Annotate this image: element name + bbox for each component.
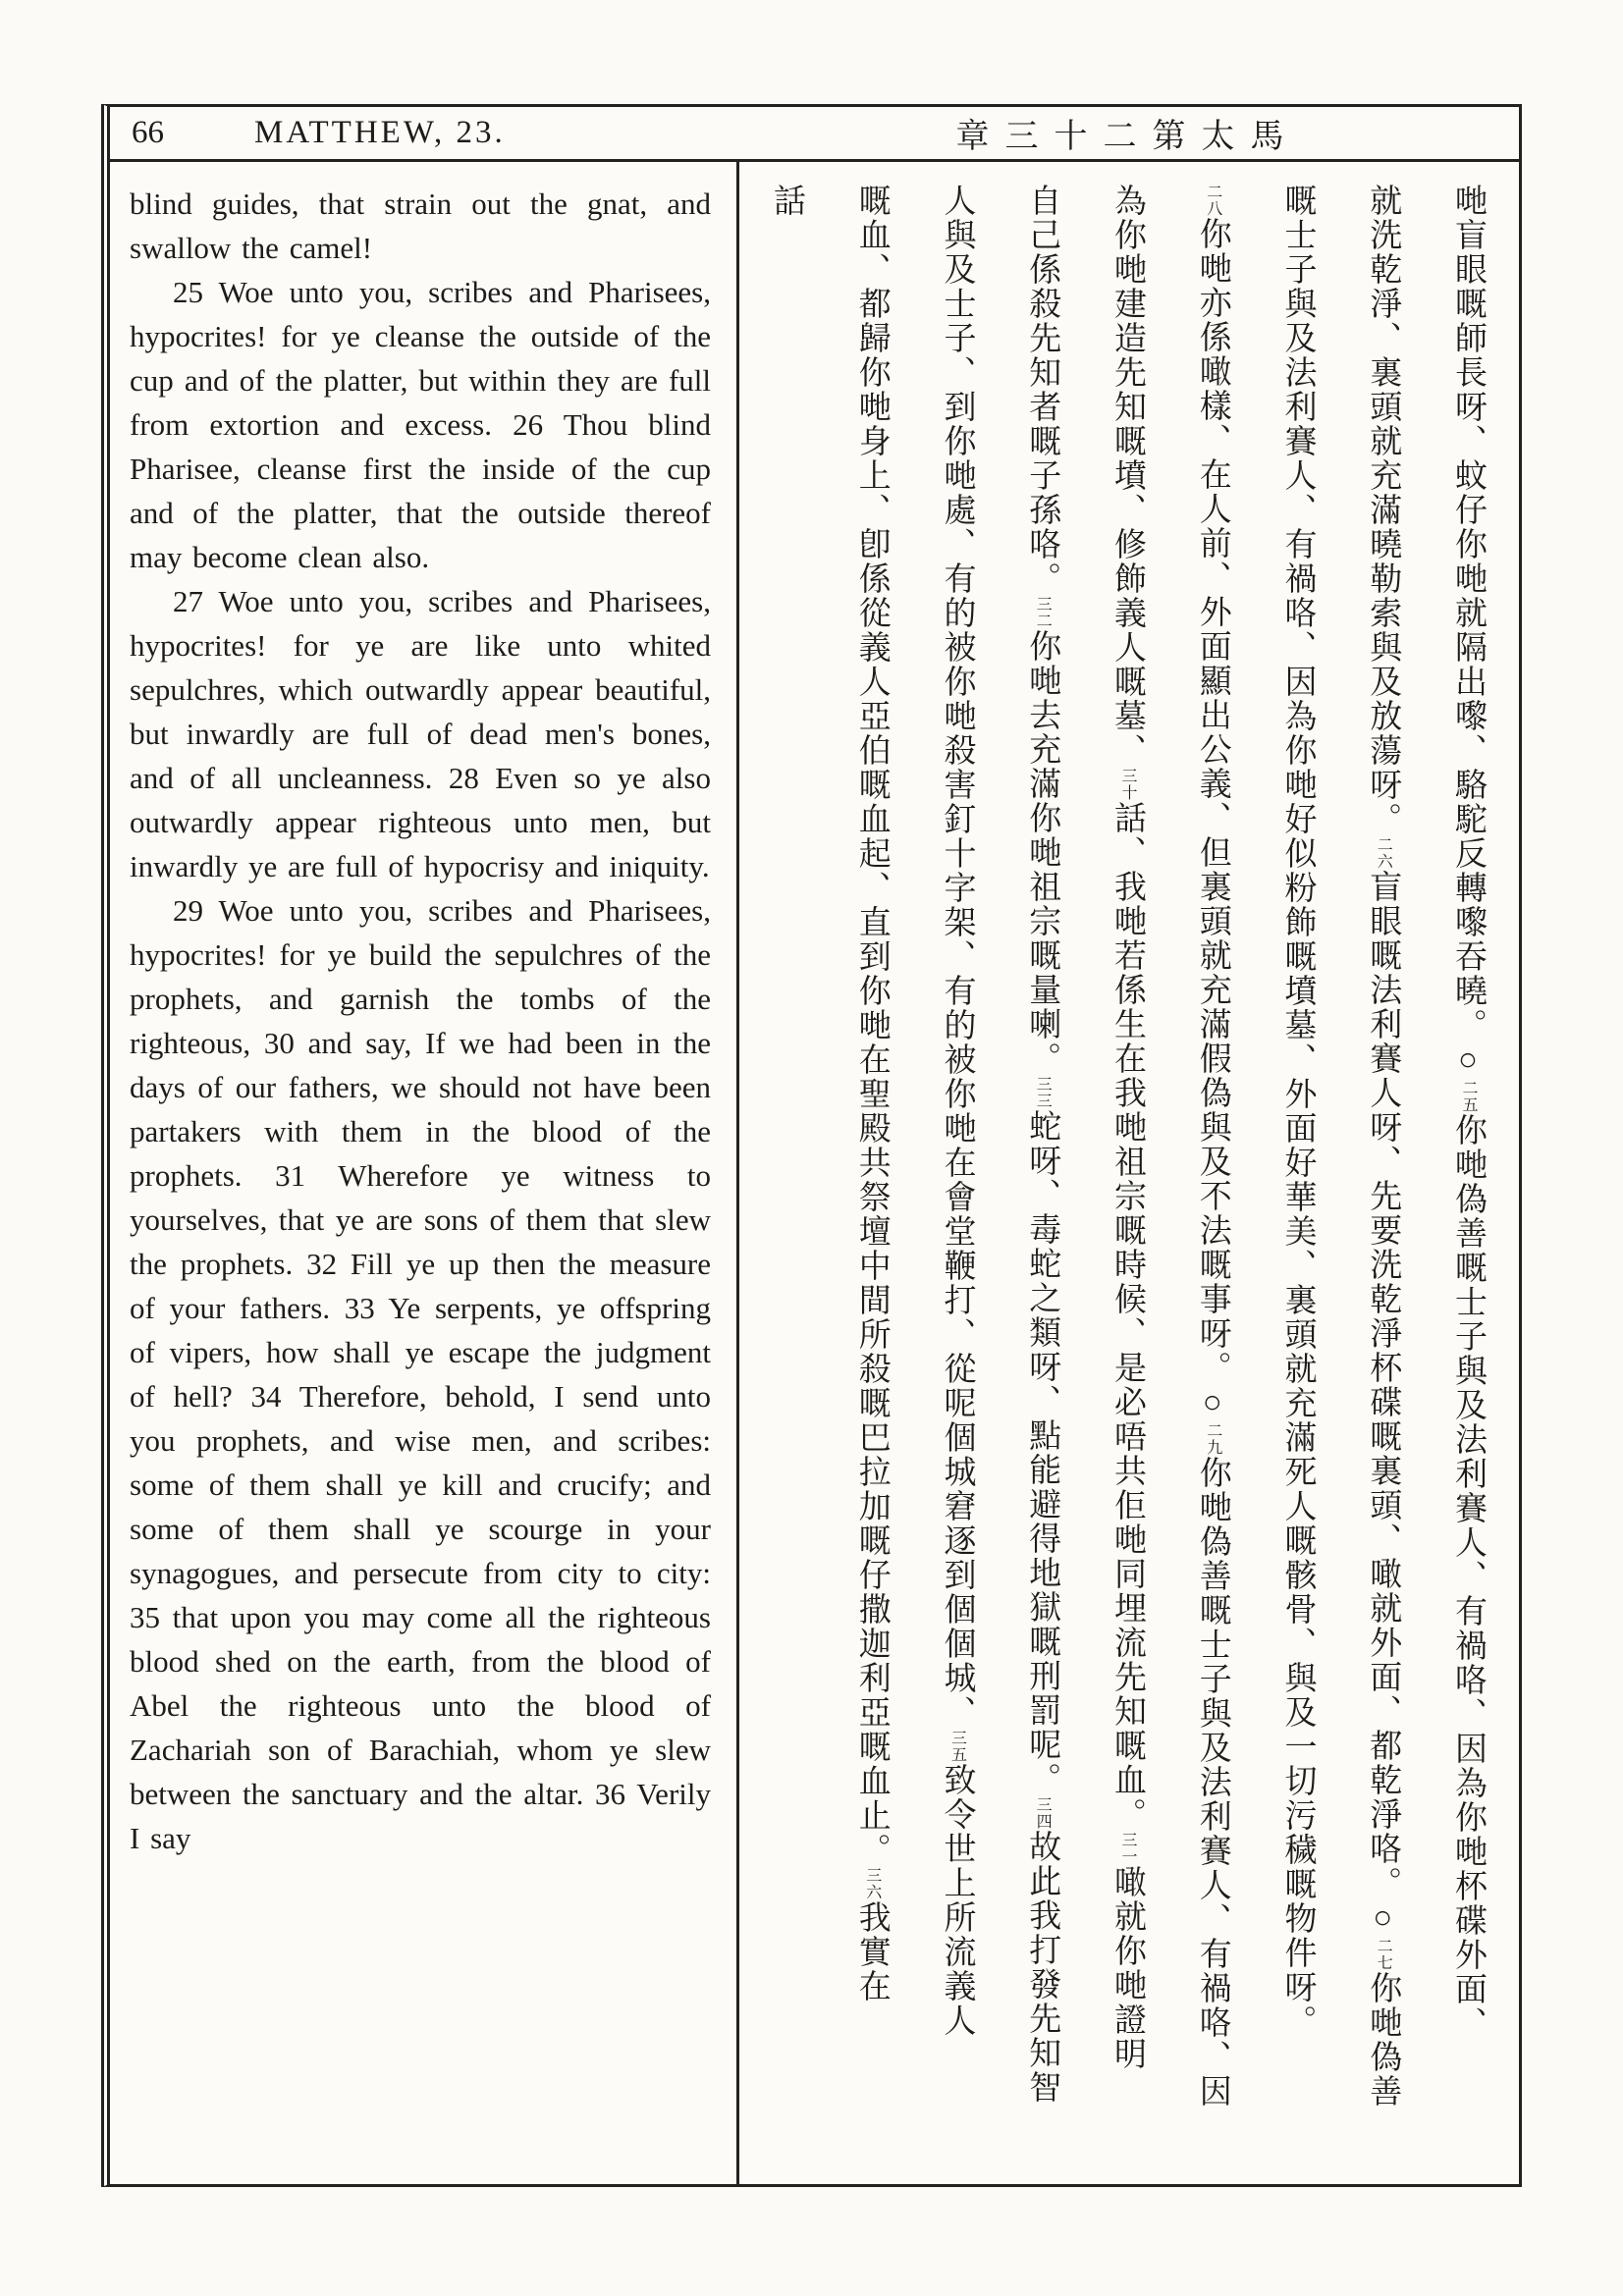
chinese-text-run: 嘅血、都歸你哋身上、卽係從義人 [853,184,890,699]
chinese-column [1020,184,1063,2176]
proper-name-run: 亞伯 [853,699,890,768]
chinese-text-run: 蛇呀、毒蛇之類呀、點能避得地獄嘅刑罰呢。 [1024,1109,1060,1796]
chinese-text-run: 你哋偽善嘅士子與及法利賽人、有禍咯、因 [1194,1456,1230,2109]
english-paragraph: blind guides, that strain out the gnat, and swallow the camel! [130,187,711,265]
chinese-text-run: 嘅血起、直到你哋在聖殿共祭壇中間所殺嘅 [853,768,890,1420]
header-left [110,115,736,151]
verse-number-marker: 三十 [1119,768,1136,801]
chinese-text-columns [739,162,1519,2184]
chinese-text-run: 為你哋建造先知嘅墳、修飾義人嘅墓、 [1109,184,1145,768]
running-title-chinese: 章三十二第太馬 [955,119,1300,155]
page-number: 66 [132,115,164,150]
chinese-text-run: 故此我打發先知智 [1024,1830,1060,2105]
chinese-column [1106,184,1149,2176]
verse-number-marker: 三六 [863,1867,881,1900]
chinese-text-run: 你哋偽善嘅士子與及法利賽人、有禍咯、因為你哋杯碟外面、 [1450,1113,1486,2041]
verse-number-marker: 三三 [1034,1076,1052,1109]
chinese-text-run: 嘅士子與及法利賽人、有禍咯、因為你哋好似粉飾嘅墳墓、外面好華美、裏頭就充滿死人嘅骸骨、與及一切污穢嘅物件呀。 [1279,184,1316,2039]
verse-number-marker: 三一 [1119,1832,1136,1865]
chinese-text-run: 致令世上所流義人 [939,1763,975,2038]
page-border [101,104,1522,2187]
header-right [736,109,1519,157]
chinese-text-run: 嘅仔 [853,1523,890,1592]
proper-name-run: 撒迦利亞 [853,1592,890,1730]
chinese-text-run: 你哋亦係噉樣、在人前、外面顯出公義、但裏頭就充滿假偽與及不法嘅事呀。○ [1194,217,1230,1422]
chinese-column [850,184,893,2176]
page-header [110,107,1519,162]
chinese-text-run: 話、我哋若係生在我哋祖宗嘅時候、是必唔共佢哋同埋流先知嘅血。 [1109,801,1145,1832]
chinese-column [936,184,979,2176]
verse-number-marker: 二八 [1204,184,1221,217]
chinese-text-run: 噉就你哋證明 [1109,1865,1145,2071]
verse-number-marker: 二七 [1375,1938,1392,1971]
chinese-text-run: 盲眼嘅法利賽人呀、先要洗乾淨杯碟嘅裏頭、噉就外面、都乾淨咯。○ [1365,870,1401,1938]
english-paragraph: 29 Woe unto you, scribes and Pharisees, hypocrites! for ye build the sepulchres of the prophets, and garnish the tombs of the righteous, 30 and say, If we had been in the days of our fathers, we should not have been partakers with them in the blood of the prophets. 31 Wherefore ye witness to yourselves, that ye are sons of them that slew the prophets. 32 Fill ye up then the measure of your fathers. 33 Ye serpents, ye offspring of vipers, how shall ye escape the judgment of hell? 34 Therefore, behold, I send unto you prophets, and wise men, and scribes: some of them shall ye kill and crucify; and some of them shall ye scourge in your synagogues, and persecute from city to city: 35 that upon you may come all the righteous blood shed on the earth, from the blood of Abel the righteous unto the blood of Zachariah son of Barachiah, whom ye slew between the sanctuary and the altar. 36 Verily I say [130,893,711,1855]
chinese-column [1361,184,1404,2176]
verse-number-marker: 二六 [1375,836,1392,870]
running-title-english: MATTHEW, 23. [254,115,506,150]
chinese-text-run: 嘅血止。 [853,1730,890,1867]
chinese-column [765,184,808,2176]
chinese-text-run: 我實在 [853,1900,890,2003]
verse-number-marker: 三五 [948,1730,966,1763]
english-text-column [110,162,736,2184]
chinese-text-run: 話 [769,184,804,218]
english-paragraph: 27 Woe unto you, scribes and Pharisees, hypocrites! for ye are like unto whited sepulchres, which outwardly appear beautiful, but inwardly are full of dead men's bones, and of all uncleanness. 28 Even so ye also outwardly appear righteous unto men, but inwardly ye are full of hypocrisy and iniquity. [130,584,711,883]
verse-number-marker: 二五 [1460,1080,1477,1113]
verse-number-marker: 三二 [1034,596,1052,629]
english-paragraph: 25 Woe unto you, scribes and Pharisees, hypocrites! for ye cleanse the outside of the cup and of the platter, but within they are full from extortion and excess. 26 Thou blind Pharisee, cleanse first the inside of the cup and of the platter, that the outside thereof may become clean also. [130,275,711,574]
chinese-text-run: 你哋去充滿你哋祖宗嘅量喇。 [1024,629,1060,1076]
verse-number-marker: 三四 [1034,1796,1052,1830]
chinese-column [1446,184,1489,2176]
chinese-column [1276,184,1320,2176]
chinese-text-run: 自己係殺先知者嘅子孫咯。 [1024,184,1060,596]
verse-number-marker: 二九 [1204,1422,1221,1456]
chinese-text-run: 人與及士子、到你哋處、有的被你哋殺害釘十字架、有的被你哋在會堂鞭打、從呢個城窘逐到個個城、 [939,184,975,1730]
page-content [110,162,1519,2184]
chinese-text-run: 哋盲眼嘅師長呀、蚊仔你哋就隔出嚟、駱駝反轉嚟吞曉。○ [1450,184,1486,1080]
chinese-column [1191,184,1234,2176]
chinese-text-run: 就洗乾淨、裏頭就充滿曉勒索與及放蕩呀。 [1365,184,1401,836]
proper-name-run: 巴拉加 [853,1420,890,1523]
chinese-text-run: 你哋偽善 [1365,1971,1401,2109]
